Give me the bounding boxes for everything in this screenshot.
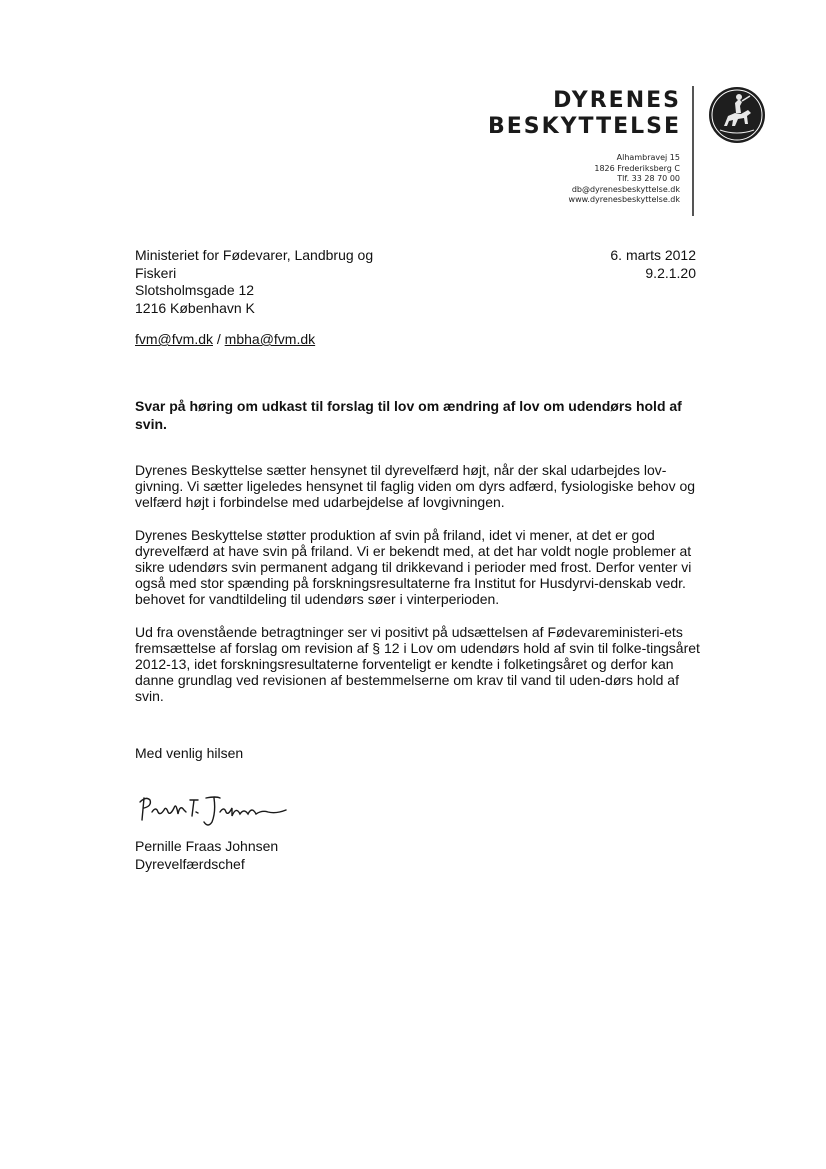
website-link[interactable]: www.dyrenesbeskyttelse.dk	[568, 195, 680, 205]
signer-title: Dyrevelfærdschef	[135, 855, 245, 872]
signer-name: Pernille Fraas Johnsen	[135, 838, 279, 854]
letter-reference: 9.2.1.20	[645, 264, 696, 281]
body-paragraph: Dyrenes Beskyttelse sætter hensynet til dyrevelfærd højt, når der skal udarbejdes lov-givning. Vi sætter ligeledes hensynet til faglig viden om dyrs adfærd, fysiologiske behov og velfærd højt i forbindelse med udarbejdelse af lovgivningen.	[135, 462, 696, 511]
closing-salutation: Med venlig hilsen	[135, 745, 244, 761]
recipient-line: Slotsholmsgade 12	[135, 282, 255, 298]
letterhead-divider	[692, 86, 694, 216]
letter-subject: Svar på høring om udkast til forslag til lov om ændring af lov om udendørs hold af svin.	[135, 398, 682, 432]
letter-meta	[610, 247, 696, 282]
letter-date: 6. marts 2012	[610, 247, 696, 263]
address-city: 1826 Frederiksberg C	[594, 163, 680, 173]
organization-name	[488, 88, 681, 140]
recipient-emails	[135, 331, 315, 349]
recipient-email-link-1[interactable]: fvm@fvm.dk	[135, 331, 213, 347]
signer-block	[135, 838, 278, 873]
body-paragraph: Dyrenes Beskyttelse støtter produktion af svin på friland, idet vi mener, at det er god dyrevelfærd at have svin på friland. Vi er bekendt med, at det har voldt nogle problemer at sikre udendørs svin permanent adgang til drikkevand i perioder med frost. Derfor venter vi også med stor spænding på forskningsresultaterne fra Institut for Husdyrvi-denskab vedr. behovet for vandtildeling til udendørs søer i vinterperioden.	[135, 526, 692, 608]
handwritten-signature	[136, 792, 296, 832]
recipient-line: Ministeriet for Fødevarer, Landbrug og	[135, 247, 374, 263]
email-separator: /	[216, 331, 221, 347]
recipient-address	[135, 247, 435, 317]
recipient-line: Fiskeri	[135, 264, 177, 281]
phone-number: Tlf. 33 28 70 00	[617, 174, 680, 184]
horse-rider-emblem-icon	[708, 86, 766, 144]
contact-email[interactable]: db@dyrenesbeskyttelse.dk	[571, 184, 680, 194]
organization-name-line2: BESKYTTELSE	[487, 114, 681, 139]
recipient-line: 1216 København K	[135, 299, 255, 316]
body-paragraph: Ud fra ovenstående betragtninger ser vi positivt på udsættelsen af Fødevareministeri-ets fremsættelse af forslag om revision af § 12 i Lov om udendørs hold af svin til folke-tingsåret 2012-13, idet forskningsresultaterne forventeligt er kendte i folketingsåret og derfor kan danne grundlag ved revisionen af bestemmelserne om krav til vand til uden-dørs hold af svin.	[135, 623, 700, 705]
address-street: Alhambravej 15	[616, 153, 680, 162]
organization-name-line1: DYRENES	[553, 88, 681, 113]
organization-contact	[569, 153, 680, 206]
recipient-email-link-2[interactable]: mbha@fvm.dk	[224, 331, 316, 347]
letter-body	[135, 462, 700, 721]
